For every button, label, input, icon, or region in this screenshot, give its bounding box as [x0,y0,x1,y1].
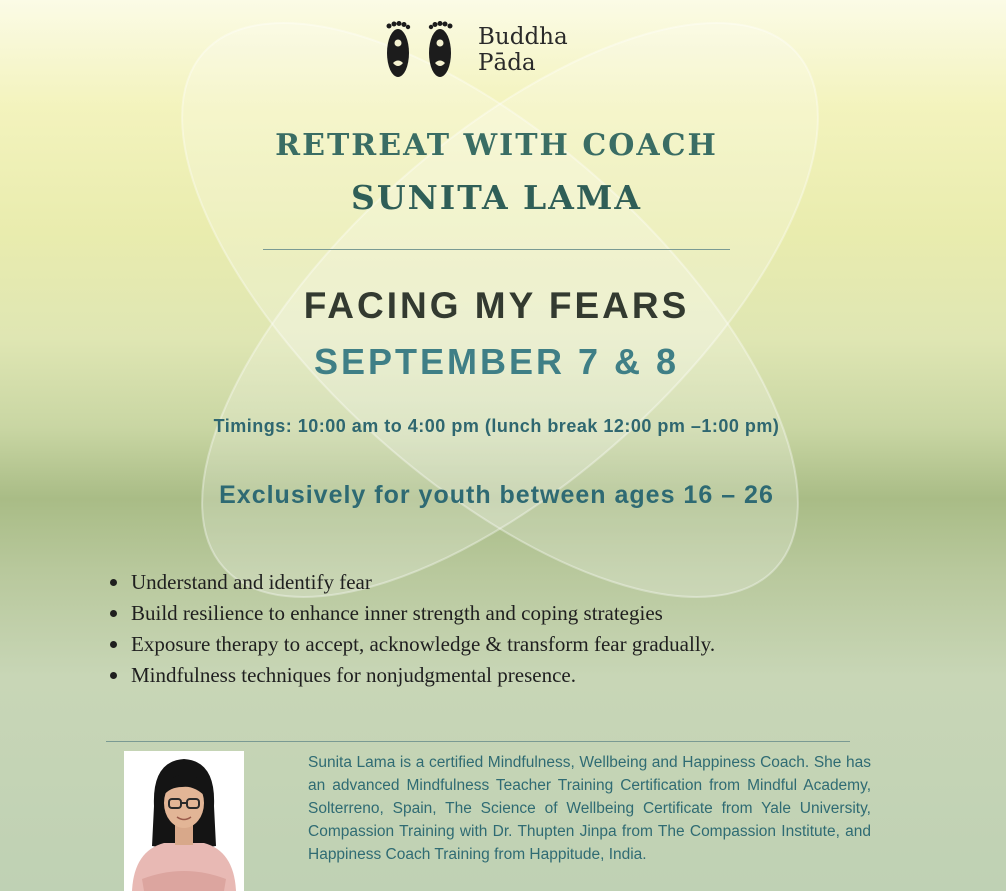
list-item-text: Mindfulness techniques for nonjudgmental presence. [131,663,576,687]
event-title: FACING MY FEARS [303,285,690,326]
brand-logo [380,18,590,82]
list-item-text: Understand and identify fear [131,570,372,594]
bullet-icon [110,579,117,586]
coach-photo [124,751,244,891]
list-item [110,567,715,598]
coach-portrait-illustration [124,751,244,891]
bullet-icon [110,672,117,679]
bullet-icon [110,641,117,648]
coach-name-heading: SUNITA LAMA [351,178,642,217]
list-item [110,598,715,629]
divider [106,741,850,742]
list-item [110,629,715,660]
brand-name [478,24,568,76]
event-date: SEPTEMBER 7 & 8 [313,341,680,382]
list-item-text: Exposure therapy to accept, acknowledge & transform fear gradually. [131,632,716,656]
retreat-heading: RETREAT WITH COACH [275,128,718,163]
event-audience: Exclusively for youth between ages 16 – 26 [219,481,774,509]
bullet-icon [110,610,117,617]
event-timings: Timings: 10:00 am to 4:00 pm (lunch break 12:00 pm –1:00 pm) [213,416,780,436]
divider [263,249,730,250]
coach-bio: Sunita Lama is a certified Mindfulness, Wellbeing and Happiness Coach. She has an advanced Mindfulness Teacher Training Certification from Mindful Academy, Solterreno, Spain, The Science of Wellbeing Certificate from Yale University, Compassion Training with Dr. Thupten Jinpa from The Compassion Institute, and Happiness Coach Training from Happitude, India. [308,754,871,863]
brand-name-line1: Buddha [478,24,568,50]
list-item [110,660,715,691]
footprints-icon [380,21,460,81]
benefits-list [110,567,715,691]
list-item-text: Build resilience to enhance inner strength and coping strategies [131,601,663,625]
brand-name-line2: Pāda [478,50,536,76]
